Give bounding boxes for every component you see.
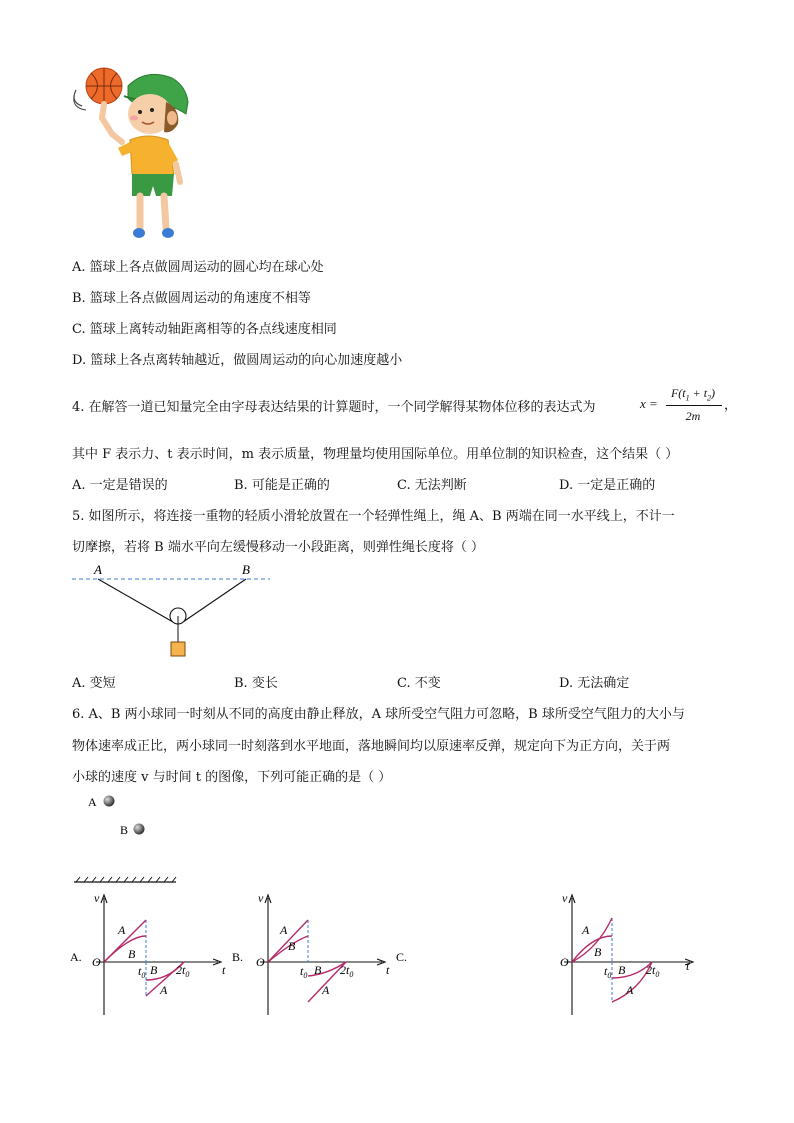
q4-option-a: A. 一定是错误的 [72, 478, 168, 493]
q4-formula-numerator: $F(t_1 + t_2)$ [670, 386, 716, 403]
q6-stem-line2: 物体速率成正比，两小球同一时刻落到水平地面，落地瞬间均以原速率反弹，规定向下为正方向，关于两 [72, 739, 671, 754]
q6-graph-a-option: A. [70, 950, 82, 964]
q6-graph-b [230, 890, 420, 1020]
q6-graph-b-label-b2: B [314, 963, 322, 977]
q4-formula-lhs: x = [640, 396, 658, 411]
q6-graph-c-v-label: v [562, 891, 568, 905]
q6-graph-c-t0: $t_0$ [604, 964, 612, 980]
q6-graph-b-origin: O [256, 955, 265, 969]
q6-graph-b-label-b: B [288, 939, 296, 953]
q6-balls-diagram [70, 790, 190, 890]
q6-graph-a [68, 890, 238, 1020]
q6-graph-a-t0: $t_0$ [138, 964, 146, 980]
q5-rope-left [98, 579, 173, 622]
q5-weight [171, 642, 185, 656]
q6-graph-b-t-label: t [386, 963, 390, 977]
q6-graph-a-label-a: A [118, 923, 126, 937]
q4-stem-line1: 4. 在解答一道已知量完全由字母表达结果的计算题时，一个同学解得某物体位移的表达式为 [72, 400, 596, 415]
q6-graph-a-v-label: v [94, 891, 100, 905]
q6-graph-a-label-a2: A [160, 983, 168, 997]
boy-basketball-illustration [68, 62, 198, 244]
q4-option-c: C. 无法判断 [397, 478, 467, 493]
q4-fraction-bar [666, 405, 722, 406]
q6-graph-b-label-a2: A [322, 983, 330, 997]
q6-stem-line3: 小球的速度 v 与时间 t 的图像，下列可能正确的是（ ） [72, 770, 392, 785]
q6-graph-c-option: C. [396, 950, 408, 964]
q6-graph-a-origin: O [92, 955, 101, 969]
q5-option-d: D. 无法确定 [559, 676, 630, 691]
q6-ground-hatch [76, 877, 176, 882]
q4-comma: ， [724, 398, 738, 413]
q4-option-d: D. 一定是正确的 [559, 478, 656, 493]
q3-option-c: C. 篮球上离转动轴距离相等的各点线速度相同 [72, 322, 337, 337]
q5-rope-right [183, 579, 246, 622]
q5-pulley-diagram [70, 560, 280, 664]
q6-graph-c-label-a2: A [626, 983, 634, 997]
q6-graph-c-origin: O [560, 955, 569, 969]
q6-stem-line1: 6. A、B 两小球同一时刻从不同的高度由静止释放，A 球所受空气阻力可忽略，B 球所受空气阻力的大小与 [72, 707, 685, 722]
q6-ball-a-label: A [88, 795, 97, 809]
q6-ball-a [104, 796, 115, 807]
q6-graph-b-label-a: A [280, 923, 288, 937]
q6-graph-b-v-label: v [258, 891, 264, 905]
q5-stem-line2: 切摩擦，若将 B 端水平向左缓慢移动一小段距离，则弹性绳长度将（ ） [72, 540, 484, 555]
q5-label-b: B [242, 562, 250, 577]
q6-graph-b-option: B. [232, 950, 244, 964]
q5-option-a: A. 变短 [72, 676, 116, 691]
q6-graph-c-label-b: B [594, 945, 602, 959]
q6-graph-c-label-b2: B [618, 963, 626, 977]
q6-ball-b [134, 824, 145, 835]
q6-graph-c-2t0: $2t_0$ [646, 963, 660, 979]
q4-stem-line2: 其中 F 表示力、t 表示时间，m 表示质量，物理量均使用国际单位。用单位制的知识检查，这个结果（ ） [72, 447, 679, 462]
q6-graph-a-t-label: t [222, 963, 226, 977]
q6-graph-a-2t0: $2t_0$ [176, 963, 190, 979]
q5-option-b: B. 变长 [234, 676, 278, 691]
q6-graph-c-label-a: A [582, 923, 590, 937]
q6-graph-c [540, 890, 710, 1020]
q6-ball-b-label: B [120, 823, 129, 837]
q5-label-a: A [94, 562, 102, 577]
q6-graph-a-label-b2: B [150, 963, 158, 977]
q6-graph-a-label-b: B [128, 947, 136, 961]
q4-formula-denominator: 2m [685, 409, 701, 423]
q5-option-c: C. 不变 [397, 676, 441, 691]
q5-stem-line1: 5. 如图所示，将连接一重物的轻质小滑轮放置在一个轻弹性绳上，绳 A、B 两端在同一水平线上，不计一 [72, 509, 675, 524]
q4-option-b: B. 可能是正确的 [234, 478, 330, 493]
q6-graph-b-2t0: $2t_0$ [340, 963, 354, 979]
q6-graph-c-t-label: t [686, 959, 690, 973]
q3-option-a: A. 篮球上各点做圆周运动的圆心均在球心处 [72, 260, 324, 275]
q3-option-b: B. 篮球上各点做圆周运动的角速度不相等 [72, 291, 311, 306]
q3-option-d: D. 篮球上各点离转轴越近，做圆周运动的向心加速度越小 [72, 353, 403, 368]
q6-graph-a-curve-b [104, 936, 146, 962]
q6-graph-b-t0: $t_0$ [300, 964, 308, 980]
